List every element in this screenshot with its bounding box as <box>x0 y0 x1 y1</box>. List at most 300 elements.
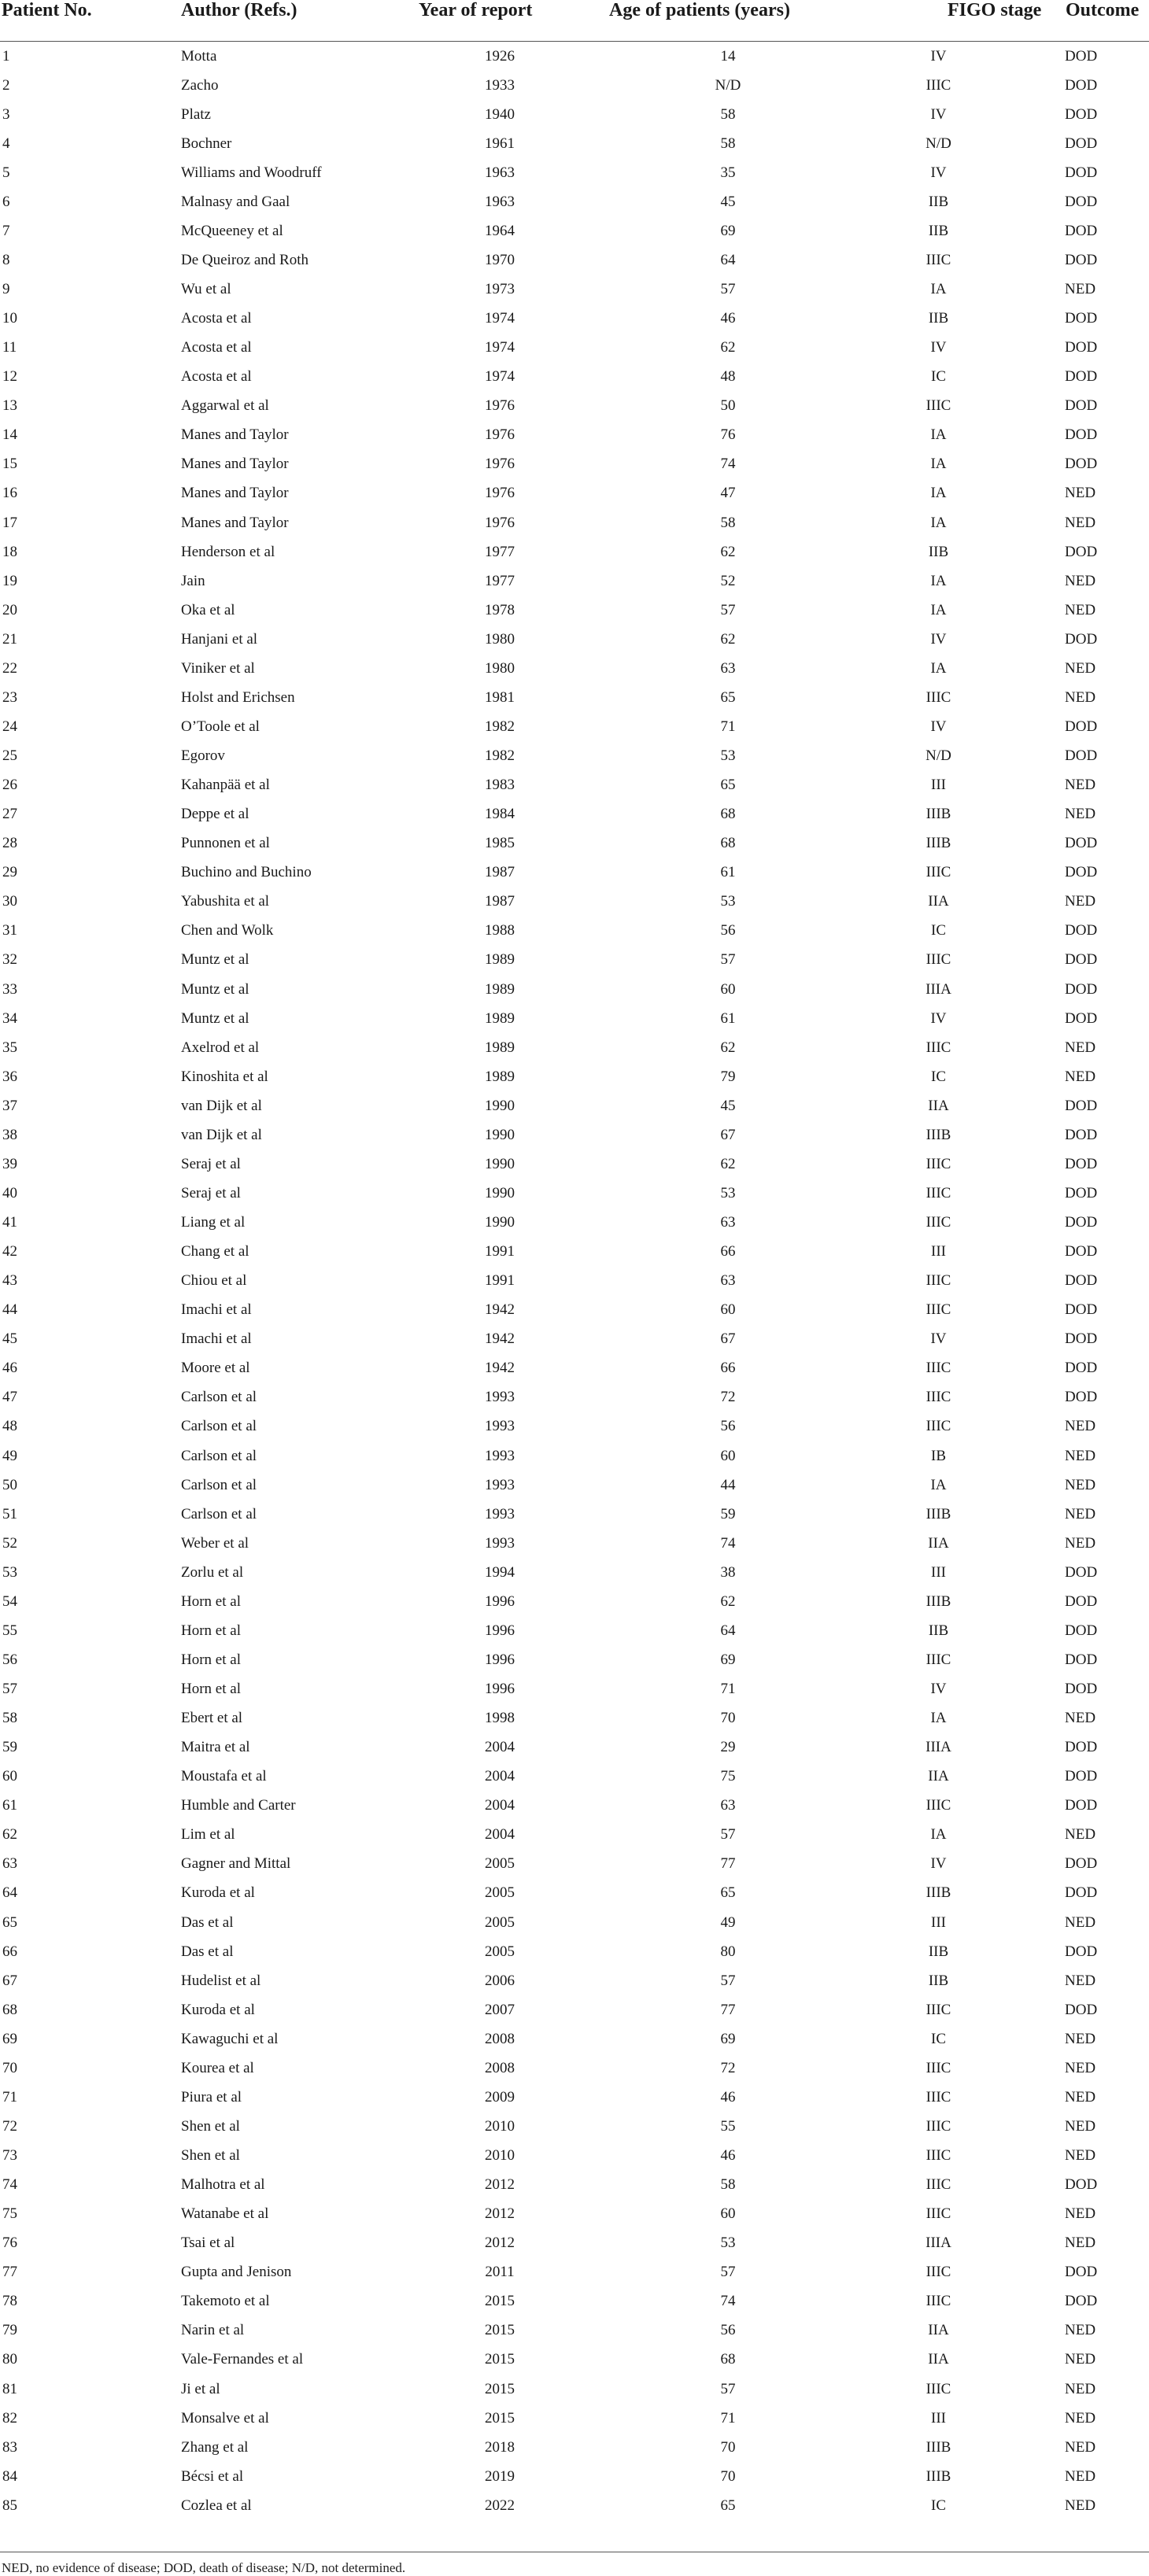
table-row <box>0 1238 1149 1267</box>
outcome-cell: NED <box>1065 2438 1096 2456</box>
table-row <box>0 158 1149 187</box>
figo-stage-cell: III <box>931 2409 946 2427</box>
patient-no-cell: 41 <box>2 1214 17 1231</box>
author-cell: Seraj et al <box>181 1155 241 1172</box>
year-cell: 1996 <box>485 1622 515 1639</box>
table-row <box>0 2375 1149 2404</box>
age-cell: 57 <box>720 2380 736 2397</box>
outcome-cell: DOD <box>1065 1651 1098 1668</box>
header-patient-no: Patient No. <box>0 0 165 42</box>
table-row <box>0 654 1149 683</box>
figo-stage-cell: IIIC <box>925 1360 951 1377</box>
patient-no-cell: 53 <box>2 1563 17 1581</box>
outcome-cell: NED <box>1065 2147 1096 2165</box>
patient-no-cell: 83 <box>2 2438 17 2456</box>
table-row <box>0 1850 1149 1879</box>
author-cell: Viniker et al <box>181 659 255 677</box>
author-cell: Tsai et al <box>181 2235 235 2252</box>
year-cell: 1964 <box>485 222 515 239</box>
year-cell: 2010 <box>485 2147 515 2165</box>
patient-no-cell: 35 <box>2 1039 17 1056</box>
figo-stage-cell: IC <box>931 922 946 939</box>
age-cell: 62 <box>720 1592 736 1610</box>
author-cell: Hanjani et al <box>181 630 258 648</box>
outcome-cell: DOD <box>1065 76 1098 94</box>
patient-no-cell: 43 <box>2 1272 17 1290</box>
figo-stage-cell: IA <box>930 659 947 677</box>
figo-stage-cell: IIIC <box>925 1651 951 1668</box>
figo-stage-cell: IIIA <box>925 980 951 998</box>
outcome-cell: DOD <box>1065 1155 1098 1172</box>
age-cell: 56 <box>720 2322 736 2339</box>
figo-stage-cell: IV <box>930 1330 947 1348</box>
year-cell: 1993 <box>485 1418 515 1435</box>
year-cell: 1989 <box>485 951 515 969</box>
patient-no-cell: 44 <box>2 1301 17 1319</box>
year-cell: 2004 <box>485 1826 515 1843</box>
table-row <box>0 100 1149 129</box>
patient-no-cell: 64 <box>2 1884 17 1902</box>
author-cell: Deppe et al <box>181 806 249 823</box>
age-cell: 47 <box>720 485 736 502</box>
figo-stage-cell: IIA <box>928 2351 949 2368</box>
patient-no-cell: 82 <box>2 2409 17 2427</box>
table-row <box>0 71 1149 100</box>
table-row <box>0 42 1149 72</box>
age-cell: 35 <box>720 164 736 181</box>
year-cell: 2004 <box>485 1739 515 1756</box>
figo-stage-cell: IB <box>931 1447 946 1464</box>
patient-no-cell: 56 <box>2 1651 17 1668</box>
figo-stage-cell: IC <box>931 2030 946 2047</box>
year-cell: 2022 <box>485 2497 515 2514</box>
outcome-cell: DOD <box>1065 426 1098 444</box>
author-cell: Gupta and Jenison <box>181 2264 292 2281</box>
patient-no-cell: 57 <box>2 1681 17 1698</box>
header-row <box>0 0 1149 42</box>
outcome-cell: DOD <box>1065 1797 1098 1814</box>
author-cell: van Dijk et al <box>181 1126 262 1143</box>
figo-stage-cell: IIIC <box>925 2059 951 2076</box>
year-cell: 1990 <box>485 1155 515 1172</box>
age-cell: 64 <box>720 251 736 268</box>
age-cell: 62 <box>720 339 736 356</box>
table-row <box>0 1529 1149 1558</box>
patient-no-cell: 47 <box>2 1389 17 1406</box>
table-row <box>0 2404 1149 2433</box>
figo-stage-cell: IC <box>931 1068 946 1085</box>
outcome-cell: NED <box>1065 893 1096 910</box>
outcome-cell: DOD <box>1065 1943 1098 1960</box>
year-cell: 1993 <box>485 1505 515 1522</box>
year-cell: 1933 <box>485 76 515 94</box>
author-cell: Manes and Taylor <box>181 456 289 473</box>
outcome-cell: DOD <box>1065 2264 1098 2281</box>
outcome-cell: NED <box>1065 2467 1096 2485</box>
outcome-cell: NED <box>1065 514 1096 531</box>
table-row <box>0 596 1149 625</box>
outcome-cell: NED <box>1065 2059 1096 2076</box>
year-cell: 1976 <box>485 514 515 531</box>
outcome-cell: NED <box>1065 2497 1096 2514</box>
age-cell: 66 <box>720 1243 736 1260</box>
figo-stage-cell: IA <box>930 1476 947 1493</box>
outcome-cell: DOD <box>1065 2293 1098 2310</box>
age-cell: 71 <box>720 718 736 735</box>
author-cell: Narin et al <box>181 2322 245 2339</box>
table-row <box>0 508 1149 537</box>
age-cell: 63 <box>720 1272 736 1290</box>
age-cell: 57 <box>720 951 736 969</box>
outcome-cell: DOD <box>1065 1097 1098 1114</box>
patient-no-cell: 24 <box>2 718 17 735</box>
author-cell: Carlson et al <box>181 1505 257 1522</box>
age-cell: 52 <box>720 572 736 589</box>
outcome-cell: DOD <box>1065 630 1098 648</box>
figo-stage-cell: IIIB <box>925 806 951 823</box>
table-row <box>0 800 1149 829</box>
author-cell: Seraj et al <box>181 1184 241 1201</box>
table-row <box>0 858 1149 888</box>
outcome-cell: DOD <box>1065 1563 1098 1581</box>
figo-stage-cell: IV <box>930 718 947 735</box>
header-year: Year of report <box>401 0 574 42</box>
table-body <box>0 42 1149 2521</box>
outcome-cell: DOD <box>1065 1592 1098 1610</box>
patient-no-cell: 55 <box>2 1622 17 1639</box>
patient-no-cell: 52 <box>2 1534 17 1552</box>
table-row <box>0 2200 1149 2229</box>
patient-no-cell: 46 <box>2 1360 17 1377</box>
outcome-cell: DOD <box>1065 368 1098 386</box>
author-cell: Malnasy and Gaal <box>181 193 290 210</box>
age-cell: 62 <box>720 1155 736 1172</box>
outcome-cell: NED <box>1065 601 1096 618</box>
author-cell: Kawaguchi et al <box>181 2030 279 2047</box>
table-row <box>0 1995 1149 2024</box>
patient-no-cell: 8 <box>2 251 10 268</box>
author-cell: Buchino and Buchino <box>181 864 312 881</box>
author-cell: Hudelist et al <box>181 1972 261 1989</box>
author-cell: O’Toole et al <box>181 718 260 735</box>
outcome-cell: DOD <box>1065 339 1098 356</box>
outcome-cell: NED <box>1065 2322 1096 2339</box>
author-cell: Manes and Taylor <box>181 514 289 531</box>
age-cell: 69 <box>720 1651 736 1668</box>
author-cell: Piura et al <box>181 2088 242 2105</box>
outcome-cell: DOD <box>1065 135 1098 152</box>
year-cell: 1990 <box>485 1214 515 1231</box>
outcome-cell: NED <box>1065 2409 1096 2427</box>
patient-no-cell: 25 <box>2 747 17 765</box>
figo-stage-cell: IIIC <box>925 76 951 94</box>
author-cell: Horn et al <box>181 1651 241 1668</box>
year-cell: 2012 <box>485 2235 515 2252</box>
age-cell: 60 <box>720 2205 736 2223</box>
figo-stage-cell: IIIB <box>925 1505 951 1522</box>
age-cell: 70 <box>720 1710 736 1727</box>
age-cell: 77 <box>720 1855 736 1873</box>
age-cell: 68 <box>720 806 736 823</box>
table-row <box>0 187 1149 216</box>
figo-stage-cell: IA <box>930 426 947 444</box>
outcome-cell: DOD <box>1065 1739 1098 1756</box>
age-cell: 56 <box>720 922 736 939</box>
figo-stage-cell: IIB <box>928 1622 949 1639</box>
figo-stage-cell: IIIC <box>925 2176 951 2194</box>
year-cell: 1993 <box>485 1447 515 1464</box>
year-cell: 2015 <box>485 2351 515 2368</box>
age-cell: 44 <box>720 1476 736 1493</box>
patient-no-cell: 7 <box>2 222 10 239</box>
year-cell: 1977 <box>485 572 515 589</box>
patient-no-cell: 61 <box>2 1797 17 1814</box>
year-cell: 1978 <box>485 601 515 618</box>
patient-no-cell: 48 <box>2 1418 17 1435</box>
table-row <box>0 1412 1149 1441</box>
figo-stage-cell: IIIC <box>925 1272 951 1290</box>
outcome-cell: DOD <box>1065 951 1098 969</box>
year-cell: 1976 <box>485 426 515 444</box>
header-author: Author (Refs.) <box>165 0 401 42</box>
patient-no-cell: 60 <box>2 1768 17 1785</box>
outcome-cell: DOD <box>1065 397 1098 415</box>
age-cell: 68 <box>720 2351 736 2368</box>
table-row <box>0 1704 1149 1733</box>
year-cell: 1994 <box>485 1563 515 1581</box>
table-row <box>0 2287 1149 2316</box>
table-row <box>0 1209 1149 1238</box>
age-cell: 69 <box>720 2030 736 2047</box>
year-cell: 1973 <box>485 281 515 298</box>
outcome-cell: DOD <box>1065 251 1098 268</box>
table-row <box>0 2054 1149 2083</box>
author-cell: Bécsi et al <box>181 2467 244 2485</box>
table-row <box>0 2229 1149 2258</box>
patient-no-cell: 27 <box>2 806 17 823</box>
age-cell: 61 <box>720 864 736 881</box>
age-cell: 60 <box>720 980 736 998</box>
year-cell: 1974 <box>485 310 515 327</box>
author-cell: Kourea et al <box>181 2059 254 2076</box>
patient-no-cell: 15 <box>2 456 17 473</box>
year-cell: 2007 <box>485 2001 515 2018</box>
figo-stage-cell: III <box>931 777 946 794</box>
age-cell: 57 <box>720 1826 736 1843</box>
table-row <box>0 917 1149 946</box>
year-cell: 1993 <box>485 1389 515 1406</box>
author-cell: Henderson et al <box>181 543 275 560</box>
patient-no-cell: 13 <box>2 397 17 415</box>
outcome-cell: NED <box>1065 1068 1096 1085</box>
figo-stage-cell: IV <box>930 164 947 181</box>
age-cell: 57 <box>720 601 736 618</box>
author-cell: Weber et al <box>181 1534 249 1552</box>
age-cell: 45 <box>720 1097 736 1114</box>
figo-stage-cell: IV <box>930 1681 947 1698</box>
age-cell: 58 <box>720 514 736 531</box>
figo-stage-cell: IA <box>930 281 947 298</box>
age-cell: 53 <box>720 893 736 910</box>
year-cell: 1981 <box>485 688 515 706</box>
outcome-cell: NED <box>1065 1826 1096 1843</box>
figo-stage-cell: IIA <box>928 1534 949 1552</box>
table-row <box>0 2345 1149 2375</box>
age-cell: 50 <box>720 397 736 415</box>
patient-no-cell: 59 <box>2 1739 17 1756</box>
year-cell: 1993 <box>485 1534 515 1552</box>
figo-stage-cell: IIIB <box>925 2467 951 2485</box>
age-cell: 29 <box>720 1739 736 1756</box>
year-cell: 1976 <box>485 485 515 502</box>
table-row <box>0 450 1149 479</box>
author-cell: Oka et al <box>181 601 235 618</box>
table-row <box>0 1558 1149 1587</box>
patient-no-cell: 78 <box>2 2293 17 2310</box>
figo-stage-cell: IIIC <box>925 1184 951 1201</box>
author-cell: Motta <box>181 47 217 65</box>
patient-no-cell: 79 <box>2 2322 17 2339</box>
table-row <box>0 1675 1149 1704</box>
year-cell: 2015 <box>485 2380 515 2397</box>
patient-no-cell: 45 <box>2 1330 17 1348</box>
year-cell: 1963 <box>485 193 515 210</box>
patient-no-cell: 26 <box>2 777 17 794</box>
figo-stage-cell: IIIC <box>925 397 951 415</box>
year-cell: 2011 <box>485 2264 515 2281</box>
year-cell: 1976 <box>485 397 515 415</box>
author-cell: Chen and Wolk <box>181 922 274 939</box>
table-row <box>0 275 1149 304</box>
age-cell: 67 <box>720 1330 736 1348</box>
table-row <box>0 1879 1149 1908</box>
year-cell: 2005 <box>485 1914 515 1931</box>
figo-stage-cell: IA <box>930 456 947 473</box>
table-row <box>0 1179 1149 1208</box>
age-cell: 49 <box>720 1914 736 1931</box>
figo-stage-cell: III <box>931 1563 946 1581</box>
patient-no-cell: 73 <box>2 2147 17 2165</box>
age-cell: 74 <box>720 1534 736 1552</box>
author-cell: Acosta et al <box>181 368 252 386</box>
patient-no-cell: 12 <box>2 368 17 386</box>
outcome-cell: NED <box>1065 2117 1096 2135</box>
author-cell: Chang et al <box>181 1243 249 1260</box>
author-cell: De Queiroz and Roth <box>181 251 308 268</box>
outcome-cell: DOD <box>1065 1768 1098 1785</box>
outcome-cell: NED <box>1065 777 1096 794</box>
table-row <box>0 712 1149 741</box>
patient-no-cell: 67 <box>2 1972 17 1989</box>
table-row <box>0 1500 1149 1529</box>
age-cell: 75 <box>720 1768 736 1785</box>
table-row <box>0 245 1149 275</box>
outcome-cell: NED <box>1065 659 1096 677</box>
age-cell: 65 <box>720 777 736 794</box>
table-row <box>0 1296 1149 1325</box>
age-cell: 57 <box>720 281 736 298</box>
figo-stage-cell: IIIA <box>925 2235 951 2252</box>
outcome-cell: DOD <box>1065 1622 1098 1639</box>
year-cell: 1942 <box>485 1360 515 1377</box>
year-cell: 1980 <box>485 659 515 677</box>
year-cell: 1996 <box>485 1681 515 1698</box>
year-cell: 2005 <box>485 1884 515 1902</box>
table-row <box>0 1091 1149 1120</box>
patient-no-cell: 9 <box>2 281 10 298</box>
year-cell: 1987 <box>485 893 515 910</box>
patient-no-cell: 30 <box>2 893 17 910</box>
year-cell: 2019 <box>485 2467 515 2485</box>
author-cell: Acosta et al <box>181 310 252 327</box>
patient-no-cell: 40 <box>2 1184 17 1201</box>
age-cell: 63 <box>720 1797 736 1814</box>
year-cell: 2008 <box>485 2059 515 2076</box>
author-cell: McQueeney et al <box>181 222 283 239</box>
author-cell: Manes and Taylor <box>181 426 289 444</box>
figo-stage-cell: III <box>931 1243 946 1260</box>
author-cell: Yabushita et al <box>181 893 270 910</box>
table-row <box>0 946 1149 975</box>
patient-no-cell: 11 <box>2 339 17 356</box>
age-cell: 65 <box>720 688 736 706</box>
outcome-cell: DOD <box>1065 164 1098 181</box>
patient-no-cell: 38 <box>2 1126 17 1143</box>
figo-stage-cell: IIB <box>928 1943 949 1960</box>
patient-no-cell: 51 <box>2 1505 17 1522</box>
author-cell: Zorlu et al <box>181 1563 244 1581</box>
year-cell: 1976 <box>485 456 515 473</box>
table-row <box>0 216 1149 245</box>
table-row <box>0 421 1149 450</box>
figo-stage-cell: N/D <box>925 135 951 152</box>
figo-stage-cell: IIA <box>928 893 949 910</box>
outcome-cell: NED <box>1065 806 1096 823</box>
age-cell: 74 <box>720 456 736 473</box>
outcome-cell: DOD <box>1065 1214 1098 1231</box>
figo-stage-cell: IA <box>930 1826 947 1843</box>
outcome-cell: NED <box>1065 485 1096 502</box>
outcome-cell: NED <box>1065 1710 1096 1727</box>
year-cell: 1963 <box>485 164 515 181</box>
author-cell: Carlson et al <box>181 1476 257 1493</box>
figo-stage-cell: IIIC <box>925 951 951 969</box>
table-row <box>0 1821 1149 1850</box>
age-cell: 76 <box>720 426 736 444</box>
patient-no-cell: 3 <box>2 105 10 123</box>
author-cell: Malhotra et al <box>181 2176 265 2194</box>
table-row <box>0 1471 1149 1500</box>
outcome-cell: NED <box>1065 572 1096 589</box>
age-cell: 58 <box>720 135 736 152</box>
figo-stage-cell: IIIC <box>925 2205 951 2223</box>
author-cell: Zacho <box>181 76 219 94</box>
table-row <box>0 829 1149 858</box>
year-cell: 1961 <box>485 135 515 152</box>
patient-no-cell: 32 <box>2 951 17 969</box>
year-cell: 1989 <box>485 1068 515 1085</box>
table-row <box>0 1441 1149 1471</box>
figo-stage-cell: IIIC <box>925 2293 951 2310</box>
author-cell: Lim et al <box>181 1826 235 1843</box>
outcome-cell: NED <box>1065 2351 1096 2368</box>
figo-stage-cell: IIIB <box>925 2438 951 2456</box>
table-row <box>0 1937 1149 1966</box>
patient-no-cell: 6 <box>2 193 10 210</box>
author-cell: Liang et al <box>181 1214 246 1231</box>
age-cell: 38 <box>720 1563 736 1581</box>
author-cell: Kuroda et al <box>181 2001 255 2018</box>
